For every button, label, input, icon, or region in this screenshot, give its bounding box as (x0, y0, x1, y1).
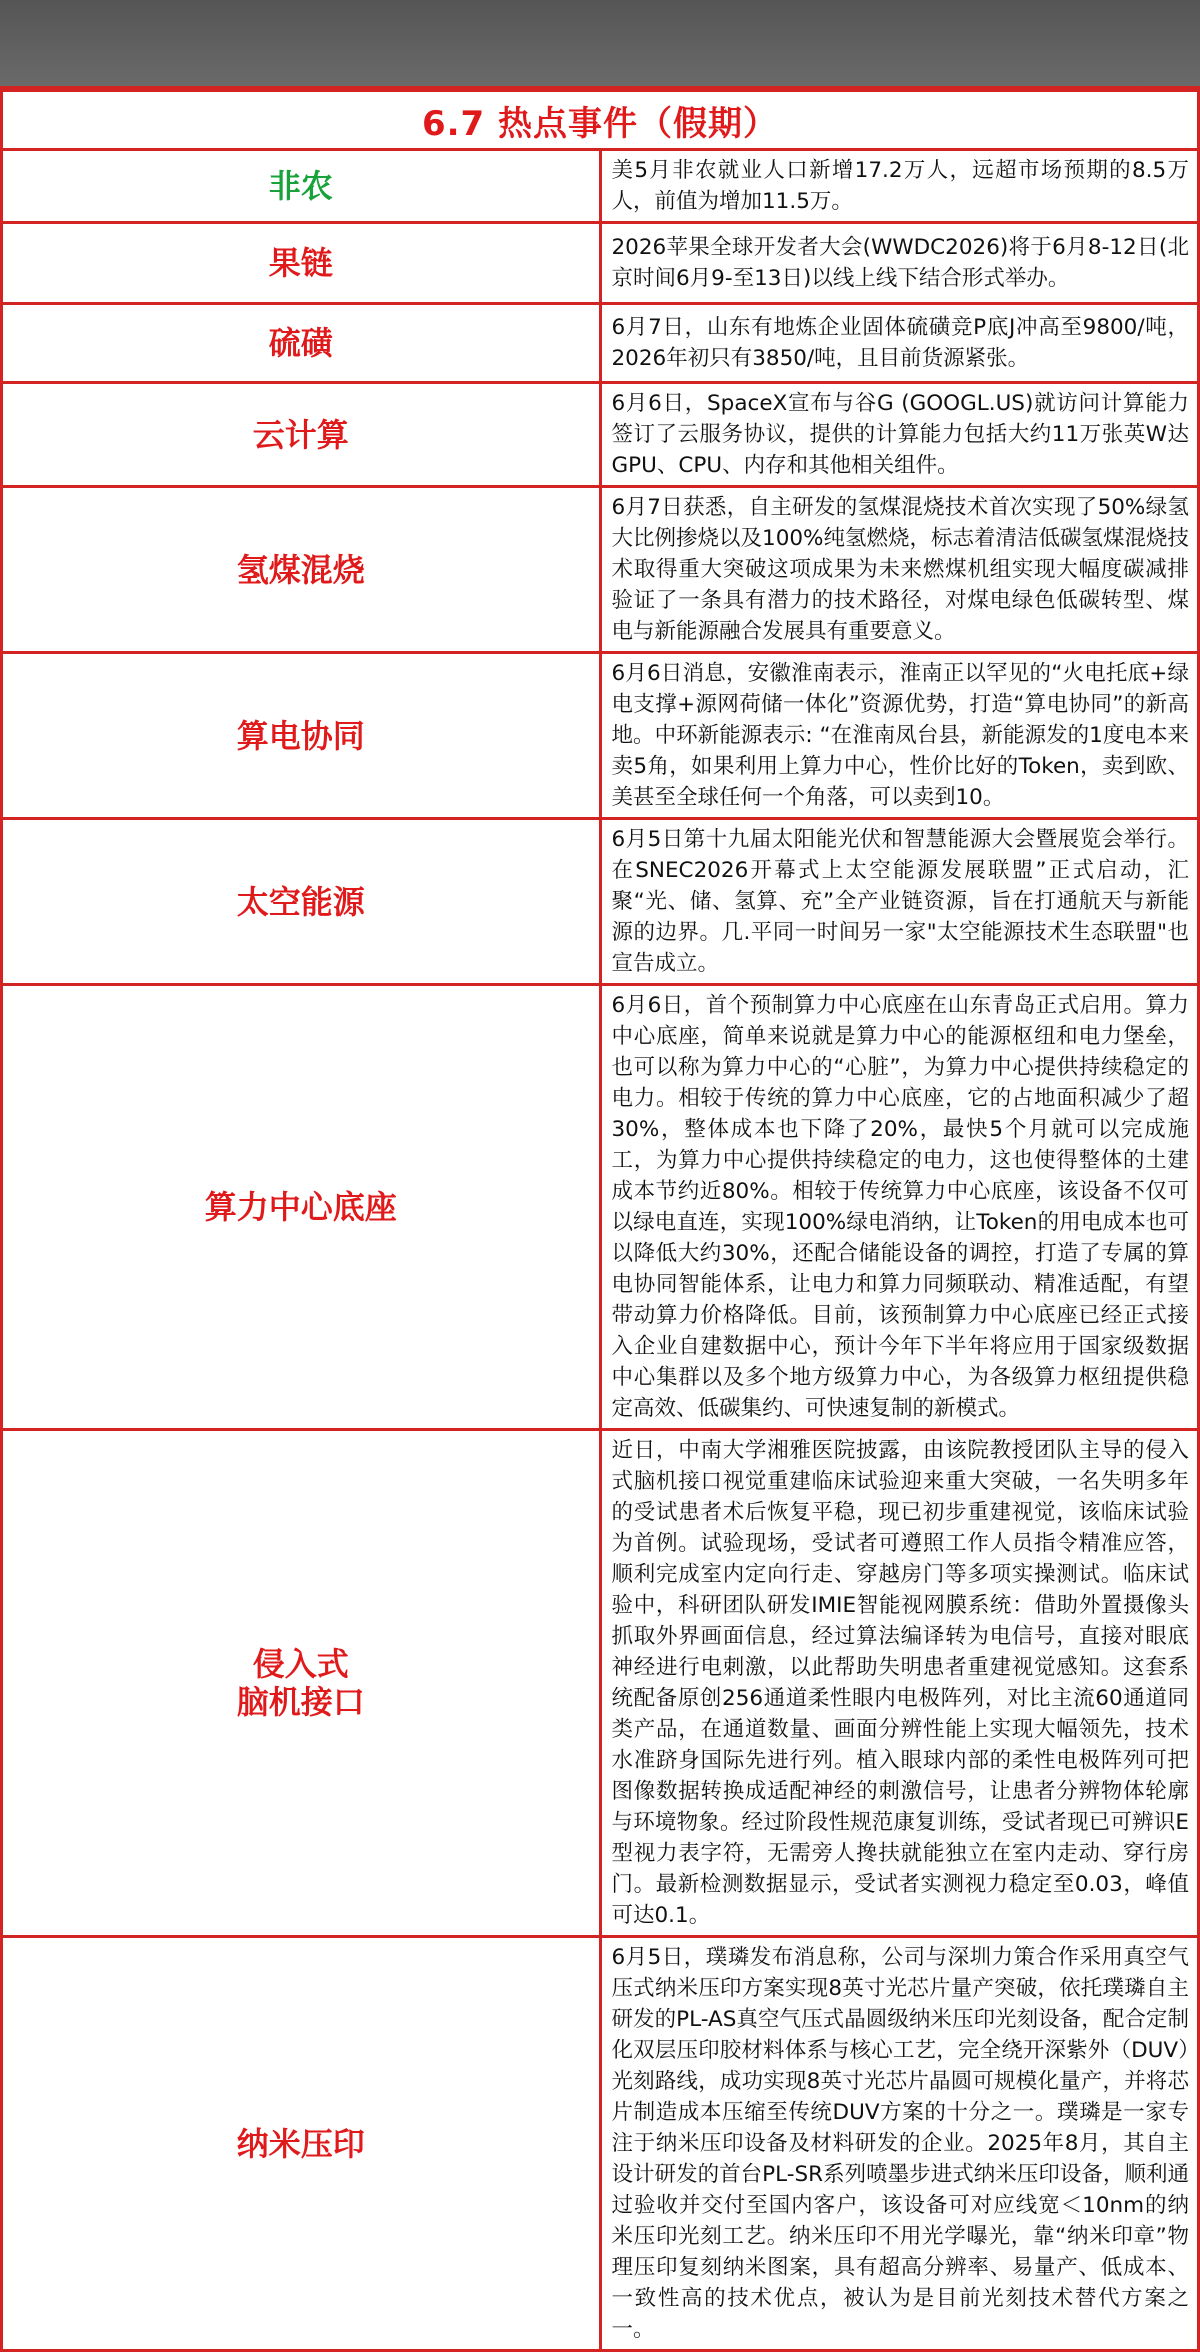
row-label-line: 氢煤混烧 (236, 550, 365, 589)
row-label-line: 侵入式 (252, 1645, 349, 1683)
row-label (2, 150, 601, 223)
title-row (2, 91, 1199, 150)
table-row (2, 985, 1199, 1430)
table-row (2, 223, 1199, 304)
row-label (2, 487, 601, 653)
table-row (2, 1937, 1199, 2351)
row-content: 6月7日获悉，自主研发的氢煤混烧技术首次实现了50%绿氢大比例掺烧以及100%纯氢燃烧，标志着清洁低碳氢煤混烧技术取得重大突破这项成果为未来燃煤机组实现大幅度碳减排验证了一条具有潜力的技术路径，对煤电绿色低碳转型、煤电与新能源融合发展具有重要意义。 (600, 487, 1199, 653)
row-label-line: 纳米压印 (236, 2124, 365, 2163)
row-label (2, 653, 601, 819)
row-label (2, 1430, 601, 1937)
row-content: 美5月非农就业人口新增17.2万人，远超市场预期的8.5万人，前值为增加11.5万。 (600, 150, 1199, 223)
row-label (2, 223, 601, 304)
row-label (2, 304, 601, 383)
top-dark-band (0, 0, 1200, 86)
row-content: 6月6日消息，安徽淮南表示，淮南正以罕见的“火电托底+绿电支撑+源网荷储一体化”资源优势，打造“算电协同”的新高地。中环新能源表示: “在淮南凤台县，新能源发的1度电本来卖5角，如果利用上算力中心，性价比好的Token，卖到欧、美甚至全球任何一个角落，可以卖到10。 (600, 653, 1199, 819)
table-row (2, 487, 1199, 653)
row-content: 6月5日，璞璘发布消息称，公司与深圳力策合作采用真空气压式纳米压印方案实现8英寸光芯片量产突破，依托璞璘自主研发的PL-AS真空气压式晶圆级纳米压印光刻设备，配合定制化双层压印胶材料体系与核心工艺，完全绕开深紫外（DUV）光刻路线，成功实现8英寸光芯片晶圆可规模化量产，并将芯片制造成本压缩至传统DUV方案的十分之一。璞璘是一家专注于纳米压印设备及材料研发的企业。2025年8月，其自主设计研发的首台PL-SR系列喷墨步进式纳米压印设备，顺利通过验收并交付至国内客户，该设备可对应线宽＜10nm的纳米压印光刻工艺。纳米压印不用光学曝光，靠“纳米印章”物理压印复刻纳米图案，具有超高分辨率、易量产、低成本、一致性高的技术优点，被认为是目前光刻技术替代方案之一。 (600, 1937, 1199, 2351)
table-row (2, 383, 1199, 487)
table-row (2, 1430, 1199, 1937)
table-row (2, 150, 1199, 223)
row-label-line: 算电协同 (236, 716, 365, 755)
row-label-line: 果链 (268, 244, 333, 282)
hotspot-events-sheet (0, 86, 1200, 2352)
row-content: 6月6日，SpaceX宣布与谷G (GOOGL.US)就访问计算能力签订了云服务协议，提供的计算能力包括大约11万张英W达GPU、CPU、内存和其他相关组件。 (600, 383, 1199, 487)
row-label-line: 硫磺 (268, 324, 333, 362)
row-content: 6月7日，山东有地炼企业固体硫磺竞P底J冲高至9800/吨，2026年初只有3850/吨，且目前货源紧张。 (600, 304, 1199, 383)
row-content: 6月6日，首个预制算力中心底座在山东青岛正式启用。算力中心底座，简单来说就是算力中心的能源枢纽和电力堡垒，也可以称为算力中心的“心脏”，为算力中心提供持续稳定的电力。相较于传统的算力中心底座，它的占地面积减少了超30%，整体成本也下降了20%，最快5个月就可以完成施工，为算力中心提供持续稳定的电力，这也使得整体的土建成本节约近80%。相较于传统算力中心底座，该设备不仅可以绿电直连，实现100%绿电消纳，让Token的用电成本也可以降低大约30%，还配合储能设备的调控，打造了专属的算电协同智能体系，让电力和算力同频联动、精准适配，有望带动算力价格降低。目前，该预制算力中心底座已经正式接入企业自建数据中心，预计今年下半年将应用于国家级数据中心集群以及多个地方级算力中心，为各级算力枢纽提供稳定高效、低碳集约、可快速复制的新模式。 (600, 985, 1199, 1430)
row-label (2, 819, 601, 985)
events-table (0, 89, 1200, 2352)
row-label (2, 985, 601, 1430)
table-row (2, 819, 1199, 985)
row-label-line: 脑机接口 (236, 1683, 365, 1721)
row-label-line: 云计算 (252, 415, 349, 454)
table-row (2, 304, 1199, 383)
row-label (2, 1937, 601, 2351)
row-content: 近日，中南大学湘雅医院披露，由该院教授团队主导的侵入式脑机接口视觉重建临床试验迎来重大突破，一名失明多年的受试患者术后恢复平稳，现已初步重建视觉，该临床试验为首例。试验现场，受试者可遵照工作人员指令精准应答，顺利完成室内定向行走、穿越房门等多项实操测试。临床试验中，科研团队研发IMIE智能视网膜系统：借助外置摄像头抓取外界画面信息，经过算法编译转为电信号，直接对眼底神经进行电刺激，以此帮助失明患者重建视觉感知。这套系统配备原创256通道柔性眼内电极阵列，对比主流60通道同类产品，在通道数量、画面分辨性能上实现大幅领先，技术水准跻身国际先进行列。植入眼球内部的柔性电极阵列可把图像数据转换成适配神经的刺激信号，让患者分辨物体轮廓与环境物象。经过阶段性规范康复训练，受试者现已可辨识E型视力表字符，无需旁人搀扶就能独立在室内走动、穿行房门。最新检测数据显示，受试者实测视力稳定至0.03，峰值可达0.1。 (600, 1430, 1199, 1937)
row-content: 6月5日第十九届太阳能光伏和智慧能源大会暨展览会举行。在SNEC2026开幕式上太空能源发展联盟”正式启动，汇聚“光、储、氢算、充”全产业链资源，旨在打通航天与新能源的边界。几.平同一时间另一家"太空能源技术生态联盟"也宣告成立。 (600, 819, 1199, 985)
row-label-line: 太空能源 (236, 882, 365, 921)
row-label-line: 算力中心底座 (204, 1188, 397, 1226)
row-label (2, 383, 601, 487)
row-label-line: 非农 (268, 167, 333, 205)
table-row (2, 653, 1199, 819)
sheet-title: 6.7 热点事件（假期） (2, 91, 1199, 150)
row-content: 2026苹果全球开发者大会(WWDC2026)将于6月8-12日(北京时间6月9-至13日)以线上线下结合形式举办。 (600, 223, 1199, 304)
